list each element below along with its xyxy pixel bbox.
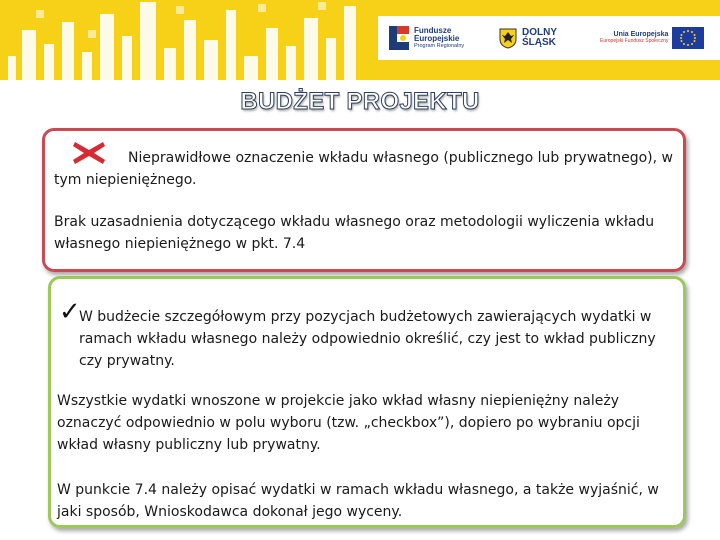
region-logo-line1: DOLNY — [522, 27, 557, 38]
eu-logo-line2: Europejski Fundusz Społeczny — [600, 38, 669, 45]
funds-logo-line2: Europejskie — [414, 34, 460, 44]
header-banner — [0, 0, 720, 80]
info-text-1: W budżecie szczegółowym przy pozycjach budżetowych zawierających wydatki w ramach wkładu własnego należy odpowiednio określić, czy jest to wkład publiczny czy prywatny. — [79, 309, 656, 369]
funds-logo-line3: Program Regionalny — [414, 42, 465, 49]
warning-text-2: Brak uzasadnienia dotyczącego wkładu własnego oraz metodologii wyliczenia wkładu własnego niepieniężnego w pkt. 7.4 — [54, 214, 655, 252]
info-text-3: W punkcie 7.4 należy opisać wydatki w ramach wkładu własnego, a także wyjaśnić, w jaki sposób, Wnioskodawca dokonał jego wyceny. — [57, 482, 659, 520]
eu-flag-icon — [672, 27, 704, 49]
eagle-crest-icon — [498, 27, 518, 49]
eu-funds-star-icon — [388, 25, 410, 51]
funds-logo — [388, 16, 464, 60]
warning-box — [42, 128, 686, 272]
info-box — [48, 276, 686, 528]
page-title: BUDŻET PROJEKTU — [240, 88, 480, 115]
funds-logo-line1: Fundusze — [414, 25, 452, 35]
eu-logo-line1: Unia Europejska — [613, 31, 669, 39]
region-logo — [498, 16, 557, 60]
warning-text-1: Nieprawidłowe oznaczenie wkładu własnego (publicznego lub prywatnego), w tym niepieniężnego. — [54, 150, 673, 188]
checkmark-icon: ✓ — [59, 297, 81, 327]
logo-strip — [378, 16, 720, 60]
region-logo-line2: ŚLĄSK — [522, 37, 556, 48]
eu-logo — [600, 16, 704, 60]
info-text-2: Wszystkie wydatki wnoszone w projekcie jako wkład własny niepieniężny należy oznaczyć odpowiednio w polu wyboru (tzw. „checkbox”), dopiero po wybraniu opcji wkład własny publiczny lub prywatny. — [57, 393, 640, 453]
banner-decoration — [0, 0, 380, 80]
